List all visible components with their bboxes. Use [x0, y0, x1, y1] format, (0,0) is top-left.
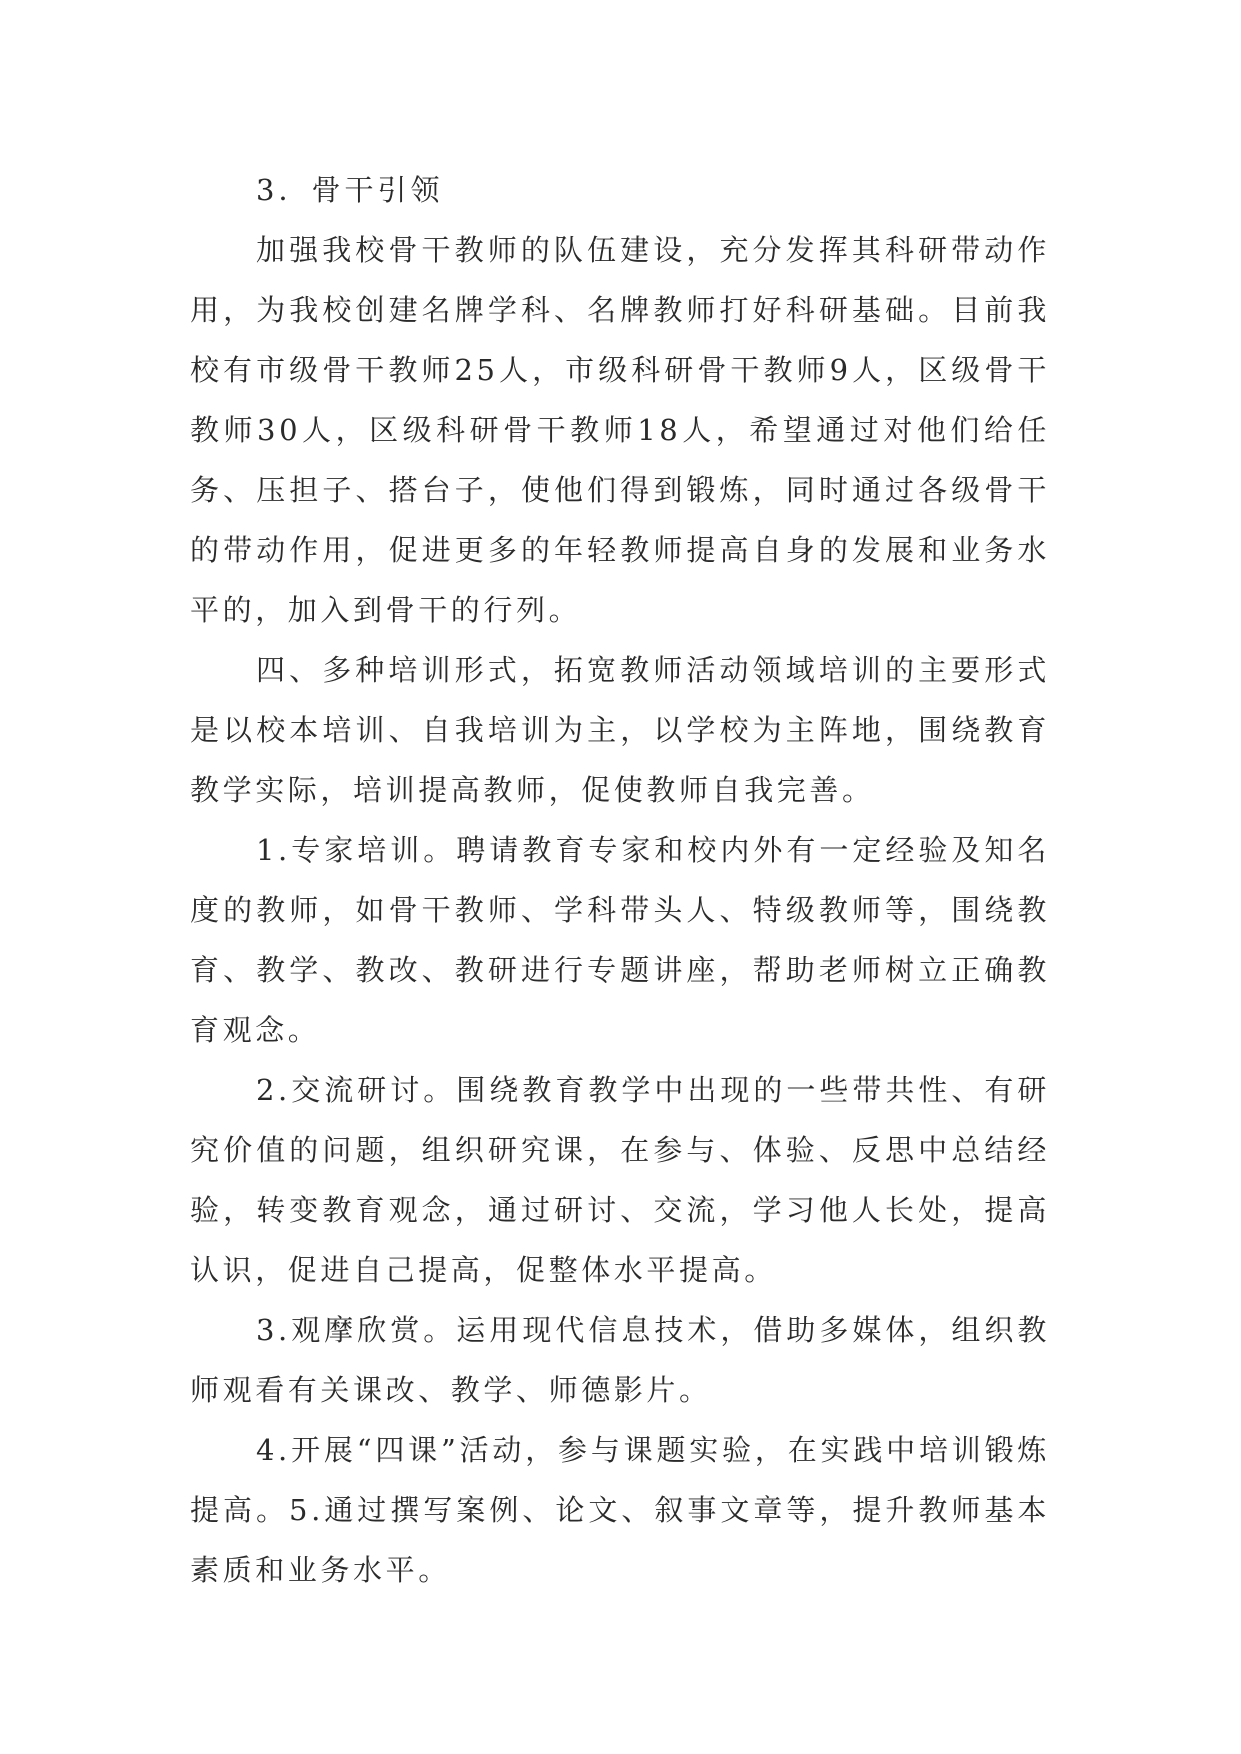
paragraph-four-lessons: 4.开展“四课”活动，参与课题实验，在实践中培训锻炼提高。5.通过撰写案例、论文、叙事文章等，提升教师基本素质和业务水平。 — [190, 1433, 1050, 1587]
paragraph-observation: 3.观摩欣赏。运用现代信息技术，借助多媒体，组织教师观看有关课改、教学、师德影片。 — [190, 1313, 1050, 1407]
document-body — [190, 160, 1050, 1600]
paragraph-training-forms: 四、多种培训形式，拓宽教师活动领域培训的主要形式是以校本培训、自我培训为主，以学校为主阵地，围绕教育教学实际，培训提高教师，促使教师自我完善。 — [190, 653, 1050, 807]
paragraph-backbone-teachers: 加强我校骨干教师的队伍建设，充分发挥其科研带动作用，为我校创建名牌学科、名牌教师打好科研基础。目前我校有市级骨干教师25人，市级科研骨干教师9人，区级骨干教师30人，区级科研骨干教师18人，希望通过对他们给任务、压担子、搭台子，使他们得到锻炼，同时通过各级骨干的带动作用，促进更多的年轻教师提高自身的发展和业务水平的，加入到骨干的行列。 — [190, 233, 1050, 627]
paragraph-expert-training: 1.专家培训。聘请教育专家和校内外有一定经验及知名度的教师，如骨干教师、学科带头人、特级教师等，围绕教育、教学、教改、教研进行专题讲座，帮助老师树立正确教育观念。 — [190, 833, 1050, 1047]
paragraph-exchange-discussion: 2.交流研讨。围绕教育教学中出现的一些带共性、有研究价值的问题，组织研究课，在参与、体验、反思中总结经验，转变教育观念，通过研讨、交流，学习他人长处，提高认识，促进自己提高，促整体水平提高。 — [190, 1073, 1050, 1287]
section-heading: 3．骨干引领 — [256, 173, 444, 207]
